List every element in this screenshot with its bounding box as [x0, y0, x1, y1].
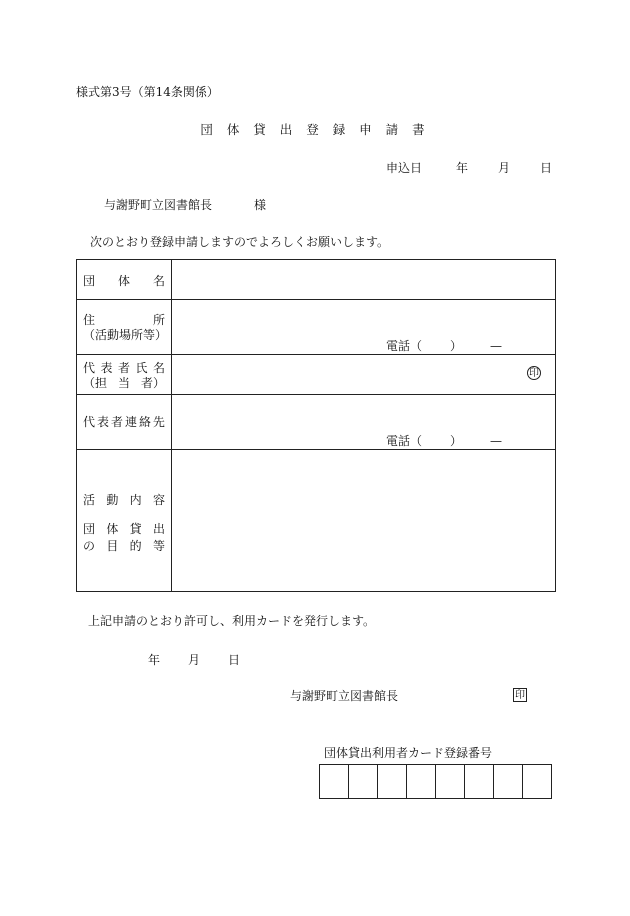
group-name-label: 団 体 名: [83, 274, 165, 288]
card-number-box[interactable]: [493, 764, 523, 799]
lending-purpose-label-2: の 目 的 等: [83, 539, 165, 553]
person-in-charge-label: （担 当 者）: [83, 376, 165, 390]
contact-phone: 電話（ ） —: [386, 434, 503, 448]
addressee-honorific: 様: [254, 198, 267, 212]
card-number-box[interactable]: [406, 764, 436, 799]
intro-text: 次のとおり登録申請しますのでよろしくお願いします。: [90, 235, 390, 249]
card-number-box[interactable]: [377, 764, 407, 799]
addressee-name: 与謝野町立図書館長: [104, 198, 213, 212]
approval-year-label: 年: [148, 653, 161, 667]
card-number-box[interactable]: [464, 764, 494, 799]
application-date-line: [386, 162, 552, 174]
approval-day-label: 日: [228, 653, 241, 667]
row-divider: [77, 354, 555, 355]
approval-text: 上記申請のとおり許可し、利用カードを発行します。: [88, 614, 376, 628]
month-label: 月: [498, 161, 511, 175]
approver-name: 与謝野町立図書館長: [290, 689, 399, 703]
row-divider: [77, 299, 555, 300]
card-number-box[interactable]: [319, 764, 349, 799]
lending-purpose-label: 団 体 貸 出: [83, 522, 165, 536]
representative-name-label: 代 表 者 氏 名: [83, 361, 165, 375]
column-divider: [171, 260, 172, 591]
address-sublabel: （活動場所等）: [83, 328, 168, 342]
card-number-boxes: [319, 764, 552, 799]
address-label: 住 所: [83, 313, 165, 327]
card-number-box[interactable]: [435, 764, 465, 799]
day-label: 日: [540, 161, 553, 175]
approval-month-label: 月: [188, 653, 201, 667]
year-label: 年: [456, 161, 469, 175]
card-number-box[interactable]: [348, 764, 378, 799]
activity-content-label: 活 動 内 容: [83, 493, 165, 507]
row-divider: [77, 394, 555, 395]
representative-contact-label: 代 表 者 連 絡 先: [83, 415, 165, 429]
seal-mark-icon: 印: [529, 368, 539, 379]
approver-seal-icon: 印: [515, 690, 525, 701]
row-divider: [77, 449, 555, 450]
application-date-label: 申込日: [386, 161, 423, 175]
card-number-label: 団体貸出利用者カード登録番号: [324, 746, 493, 760]
application-table: [76, 259, 556, 592]
document-title: 団 体 貸 出 登 録 申 請 書: [200, 122, 430, 137]
approval-date-line: [148, 654, 240, 666]
address-phone: 電話（ ） —: [386, 339, 503, 353]
card-number-box[interactable]: [522, 764, 552, 799]
form-number: 様式第3号（第14条関係）: [76, 85, 219, 99]
